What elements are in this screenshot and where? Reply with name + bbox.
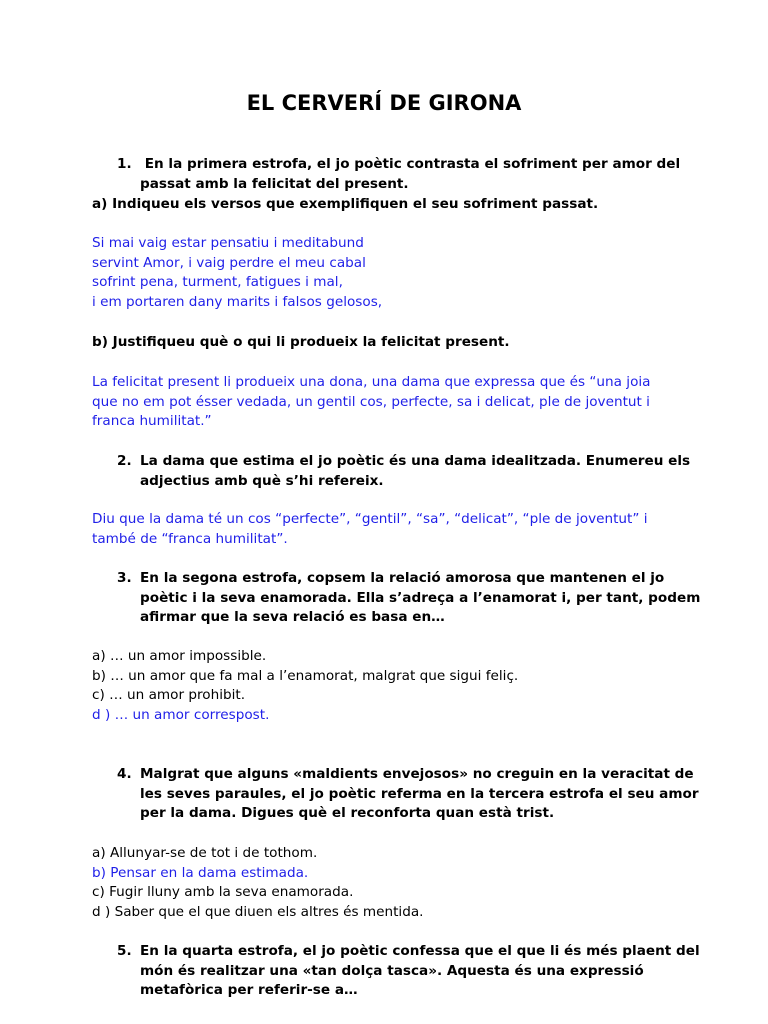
answer-line: també de “franca humilitat”. <box>92 530 288 547</box>
option-item: c) Fugir lluny amb la seva enamorada. <box>92 884 354 901</box>
answer-line: Diu que la dama té un cos “perfecte”, “gentil”, “sa”, “delicat”, “ple de joventut” i <box>92 511 648 527</box>
question-3-text <box>140 569 701 628</box>
question-5-line: metafòrica per referir-se a… <box>140 982 358 999</box>
question-4-number: 4. <box>117 766 132 782</box>
question-2-line: La dama que estima el jo poètic és una dama idealitzada. Enumereu els <box>140 453 691 469</box>
answer-line: i em portaren dany marits i falsos gelosos, <box>92 293 383 310</box>
question-5-line: món és realitzar una «tan dolça tasca». Aquesta és una expressió <box>140 962 644 979</box>
answer-line: Si mai vaig estar pensatiu i meditabund <box>92 235 364 251</box>
question-5-text <box>140 942 700 1001</box>
question-3-line: afirmar que la seva relació es basa en… <box>140 609 445 626</box>
option-item: b) … un amor que fa mal a l’enamorat, malgrat que sigui feliç. <box>92 667 519 684</box>
question-4-line: per la dama. Digues què el reconforta quan està trist. <box>140 805 555 822</box>
question-4-line: les seves paraules, el jo poètic referma en la tercera estrofa el seu amor <box>140 785 699 802</box>
question-4-line: Malgrat que alguns «maldients envejosos» no creguin en la veracitat de <box>140 766 694 782</box>
question-1-text <box>140 155 680 194</box>
question-1b-answer <box>92 373 692 432</box>
question-4-text <box>140 765 699 824</box>
selected-option: d ) … un amor correspost. <box>92 706 270 723</box>
question-1a-prompt: a) Indiqueu els versos que exemplifiquen el seu sofriment passat. <box>92 196 599 212</box>
question-4-options <box>92 844 692 922</box>
answer-line: franca humilitat.” <box>92 413 212 430</box>
option-item: a) … un amor impossible. <box>92 648 267 664</box>
question-2-line: adjectius amb què s’hi refereix. <box>140 472 384 489</box>
question-2-answer <box>92 510 692 549</box>
question-3-options <box>92 647 692 725</box>
question-1a-answer <box>92 234 692 312</box>
question-1-number: 1. <box>117 156 132 172</box>
question-3-line: poètic i la seva enamorada. Ella s’adreça a l’enamorat i, per tant, podem <box>140 589 701 606</box>
question-3-line: En la segona estrofa, copsem la relació amorosa que mantenen el jo <box>140 570 665 586</box>
question-2-number: 2. <box>117 453 132 469</box>
answer-line: La felicitat present li produeix una dona, una dama que expressa que és “una joia <box>92 374 651 390</box>
document-title: EL CERVERÍ DE GIRONA <box>246 91 522 115</box>
question-5-line: En la quarta estrofa, el jo poètic confessa que el que li és més plaent del <box>140 943 700 959</box>
option-item: d ) Saber que el que diuen els altres és mentida. <box>92 903 424 920</box>
selected-option: b) Pensar en la dama estimada. <box>92 864 309 881</box>
option-item: c) … un amor prohibit. <box>92 687 246 704</box>
question-1b-prompt: b) Justifiqueu què o qui li produeix la felicitat present. <box>92 334 510 350</box>
answer-line: sofrint pena, turment, fatigues i mal, <box>92 274 343 291</box>
question-1-line: En la primera estrofa, el jo poètic contrasta el sofriment per amor del <box>140 156 681 172</box>
question-1-line: passat amb la felicitat del present. <box>140 175 409 192</box>
question-3-number: 3. <box>117 570 132 586</box>
option-item: a) Allunyar-se de tot i de tothom. <box>92 845 318 861</box>
answer-line: que no em pot ésser vedada, un gentil cos, perfecte, sa i delicat, ple de joventut i <box>92 393 650 410</box>
answer-line: servint Amor, i vaig perdre el meu cabal <box>92 254 366 271</box>
question-5-number: 5. <box>117 943 132 959</box>
question-2-text <box>140 452 691 491</box>
